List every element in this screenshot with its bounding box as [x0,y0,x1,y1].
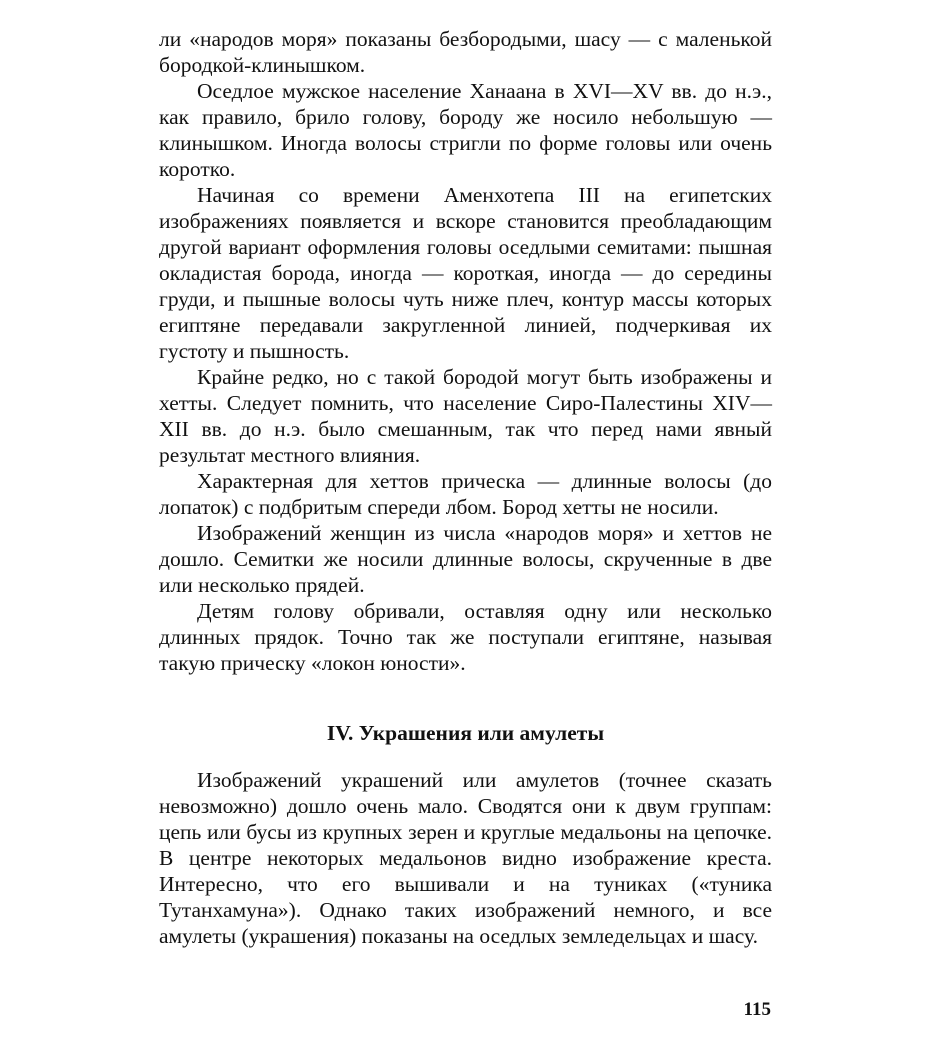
paragraph-amulets: Изображений украшений или амулетов (точнее сказать невозможно) дошло очень мало. Сводятся они к двум группам: цепь или бусы из крупных зерен и круглые медальоны на цепочке. В центре некоторых медальонов видно изображение креста. Интересно, что его вышивали и на туниках («туника Тутанхамуна»). Однако таких изображений немного, и все амулеты (украшения) показаны на оседлых земледельцах и шасу. [159,768,772,948]
paragraph-amenhotep: Начиная со времени Аменхотепа III на египетских изображениях появляется и вскоре становится преобладающим другой вариант оформления головы оседлыми семитами: пышная окладистая борода, иногда — короткая, иногда — до середины груди, и пышные волосы чуть ниже плеч, контур массы которых египтяне передавали закругленной линией, подчеркивая их густоту и пышность. [159,183,772,363]
paragraph-women: Изображений женщин из числа «народов моря» и хеттов не дошло. Семитки же носили длинные волосы, скрученные в две или несколько прядей. [159,521,772,597]
paragraph-hittites-beard: Крайне редко, но с такой бородой могут быть изображены и хетты. Следует помнить, что население Сиро-Палестины XIV—XII вв. до н.э. было смешанным, так что перед нами явный результат местного влияния. [159,365,772,467]
paragraph-continuation: ли «народов моря» показаны безбородыми, шасу — с маленькой бородкой-клинышком. [159,27,772,77]
page-number: 115 [743,999,771,1020]
page-body [159,26,772,949]
paragraph-hittite-hairstyle: Характерная для хеттов прическа — длинные волосы (до лопаток) с подбритым спереди лбом. Бород хетты не носили. [159,469,772,519]
paragraph-children: Детям голову обривали, оставляя одну или несколько длинных прядок. Точно так же поступали египтяне, называя такую прическу «локон юности». [159,599,772,675]
paragraph-canaan-men: Оседлое мужское население Ханаана в XVI—XV вв. до н.э., как правило, брило голову, бороду же носило небольшую — клинышком. Иногда волосы стригли по форме головы или очень коротко. [159,79,772,181]
section-heading: IV. Украшения или амулеты [326,721,605,745]
